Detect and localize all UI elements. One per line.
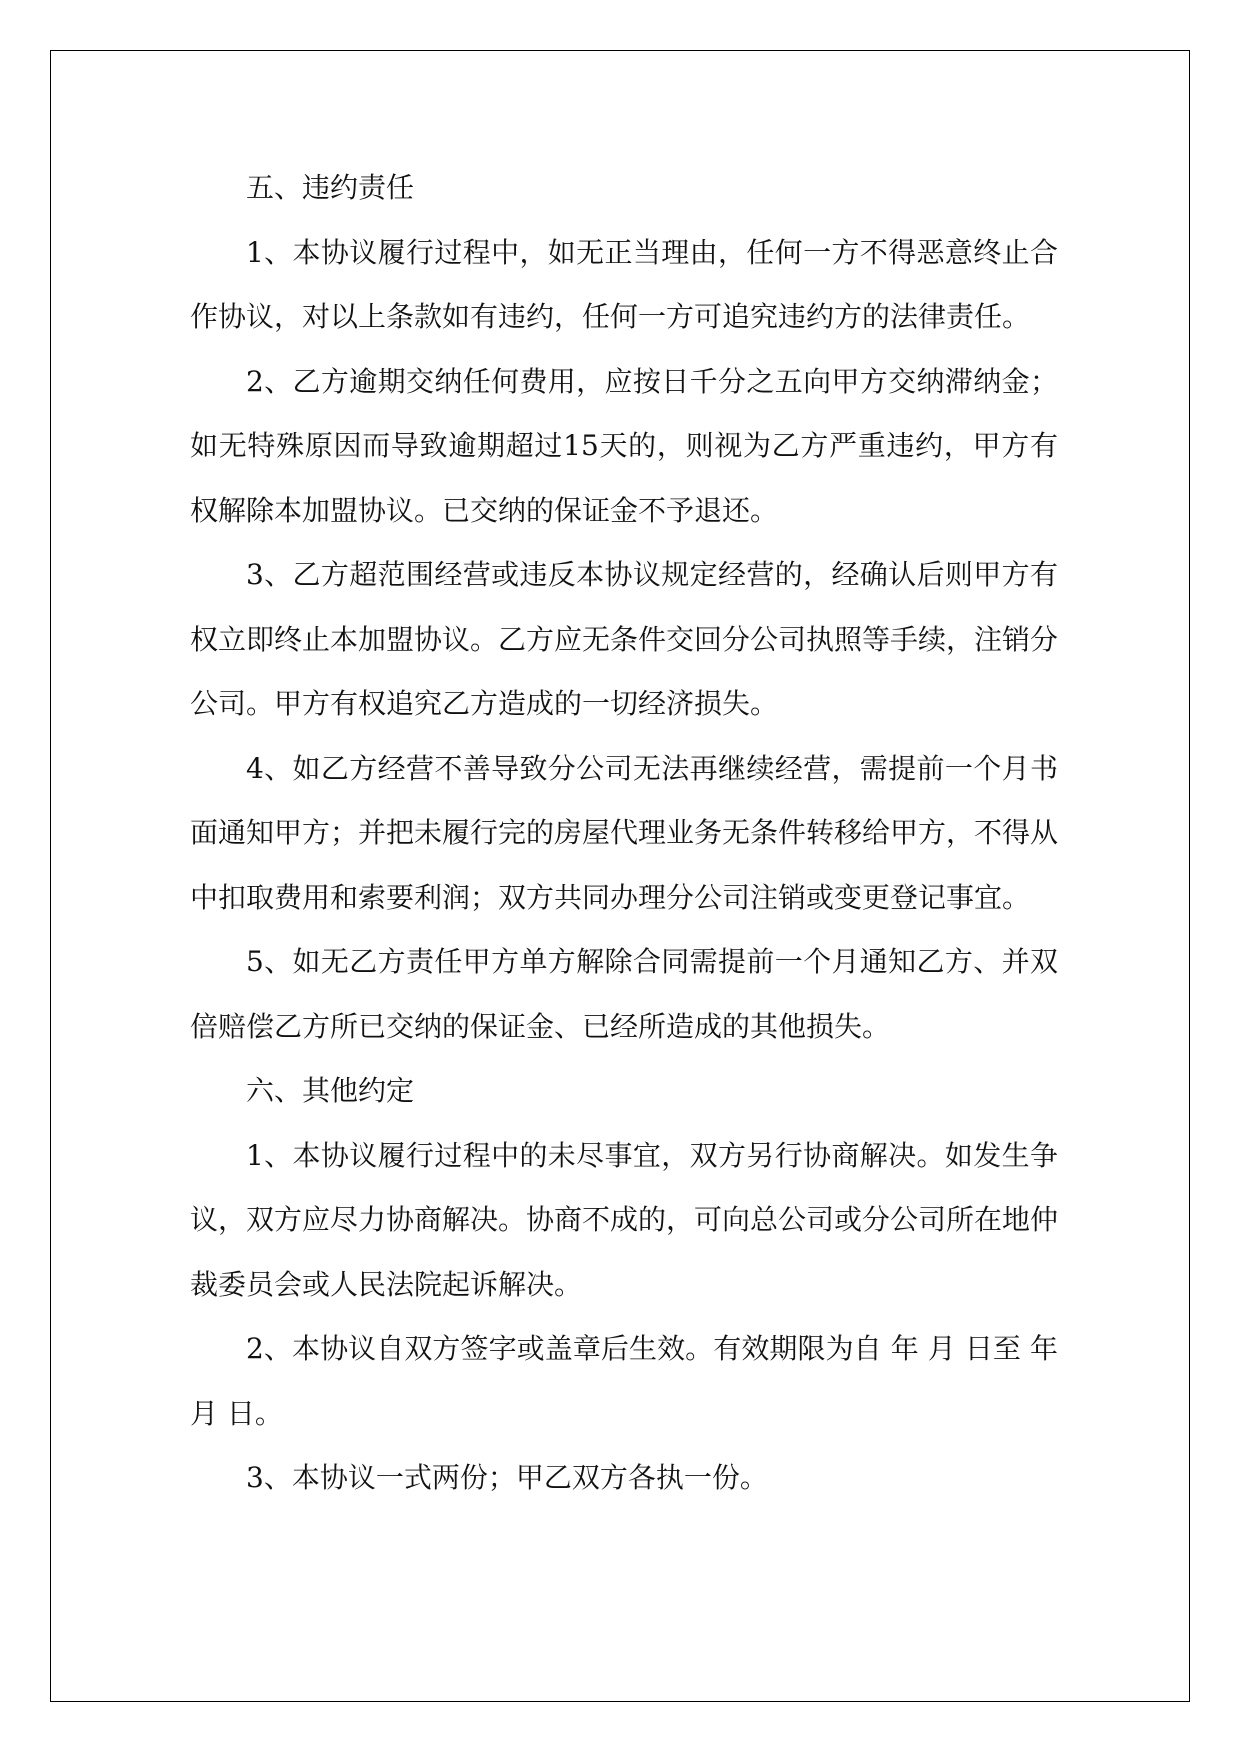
clause-paragraph: 2、本协议自双方签字或盖章后生效。有效期限为自 年 月 日至 年 月 日。: [190, 1332, 1058, 1430]
clause-paragraph: 2、乙方逾期交纳任何费用，应按日千分之五向甲方交纳滞纳金；如无特殊原因而导致逾期超过15天的，则视为乙方严重违约，甲方有权解除本加盟协议。已交纳的保证金不予退还。: [190, 364, 1058, 527]
clause-paragraph: 5、如无乙方责任甲方单方解除合同需提前一个月通知乙方、并双倍赔偿乙方所已交纳的保证金、已经所造成的其他损失。: [190, 945, 1058, 1043]
clause-paragraph: 1、本协议履行过程中，如无正当理由，任何一方不得恶意终止合作协议，对以上条款如有违约，任何一方可追究违约方的法律责任。: [190, 235, 1058, 333]
clause-paragraph: 1、本协议履行过程中的未尽事宜，双方另行协商解决。如发生争议，双方应尽力协商解决。协商不成的，可向总公司或分公司所在地仲裁委员会或人民法院起诉解决。: [190, 1138, 1059, 1301]
clause-paragraph: 3、本协议一式两份；甲乙双方各执一份。: [246, 1461, 768, 1494]
section-heading-other: 六、其他约定: [246, 1074, 415, 1107]
clause-paragraph: 4、如乙方经营不善导致分公司无法再继续经营，需提前一个月书面通知甲方；并把未履行完的房屋代理业务无条件转移给甲方，不得从中扣取费用和索要利润；双方共同办理分公司注销或变更登记事宜。: [190, 751, 1059, 914]
clause-paragraph: 3、乙方超范围经营或违反本协议规定经营的，经确认后则甲方有权立即终止本加盟协议。乙方应无条件交回分公司执照等手续，注销分公司。甲方有权追究乙方造成的一切经济损失。: [190, 558, 1059, 720]
section-heading-breach: 五、违约责任: [246, 171, 415, 204]
document-body: [190, 156, 1058, 1511]
